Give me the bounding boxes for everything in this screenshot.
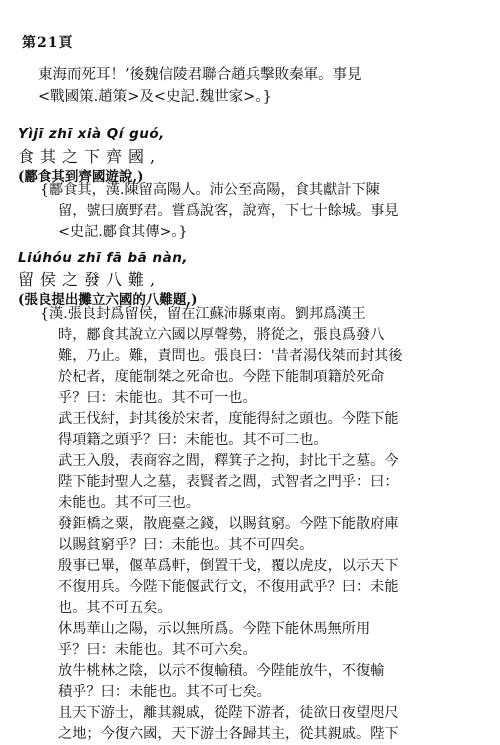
text-line: 乎？曰：未能也。其不可六矣。 xyxy=(58,642,257,658)
text-line: 武王伐紂，封其後於宋者，度能得紂之頭也。今陛下能 xyxy=(58,411,399,427)
text-line: {酈食其，漢.陳留高陽人。沛公至高陽，食其獻計下陳 xyxy=(40,182,380,198)
text-line: <史記.酈食其傳>。} xyxy=(58,224,188,240)
text-line: 積乎？曰：未能也。其不可七矣。 xyxy=(58,684,271,700)
text-line: 得項籍之頭乎？曰：未能也。其不可二也。 xyxy=(58,432,328,448)
text-line: 時，酈食其說立六國以厚聲勢，將從之，張良爲發八 xyxy=(58,327,385,343)
text-line: 且天下游士，離其親戚，從陛下游者，徒欲日夜望咫尺 xyxy=(58,705,399,721)
entry-headword: 留侯之發八難, xyxy=(18,270,162,289)
entry-explanation xyxy=(40,304,490,745)
page-number: 第21頁 xyxy=(22,35,74,51)
text-line: <戰國策.趙策>及<史記.魏世家>。} xyxy=(38,89,272,105)
text-line: 難，乃止。難，責問也。張良曰：'昔者湯伐桀而封其後 xyxy=(58,348,403,364)
entry-pinyin: Liúhóu zhī fā bā nàn, xyxy=(18,250,188,266)
entry-headword: 食其之下齊國, xyxy=(18,147,162,166)
text-line: 未能也。其不可三也。 xyxy=(58,495,200,511)
text-line: 也。其不可五矣。 xyxy=(58,600,172,616)
text-line: {漢.張良封爲留侯，留在江蘇沛縣東南。劉邦爲漢王 xyxy=(40,306,366,322)
entry-gloss: (張良提出攤立六國的八難題,) xyxy=(18,292,198,308)
text-line: 休馬華山之陽，示以無所爲。今陛下能休馬無所用 xyxy=(58,621,371,637)
text-line: 於杞者，度能制桀之死命也。今陛下能制項籍於死命 xyxy=(58,369,385,385)
entry-pinyin: Yìjī zhī xià Qí guó, xyxy=(18,126,165,142)
text-line: 以賜貧窮乎？曰：未能也。其不可四矣。 xyxy=(58,537,314,553)
entry-gloss: (酈食其到齊國遊說,) xyxy=(18,169,144,185)
text-line: 不復用兵。今陛下能偃武行文，不復用武乎？曰：未能 xyxy=(58,579,399,595)
text-line: 發鉅橋之粟，散鹿臺之錢，以賜貧窮。今陛下能散府庫 xyxy=(58,516,399,532)
entry-explanation xyxy=(40,180,490,243)
text-line: 東海而死耳！’後魏信陵君聯合趙兵擊敗秦軍。事見 xyxy=(38,67,362,83)
text-line: 放牛桃林之陰，以示不復輸積。今陛能放牛，不復輸 xyxy=(58,663,385,679)
text-line: 乎？曰：未能也。其不可一也。 xyxy=(58,390,257,406)
text-line: 武王入殷，表商容之閭，釋箕子之拘，封比干之墓。今 xyxy=(58,453,399,469)
text-line: 陛下能封聖人之墓，表賢者之閭，式智者之門乎：曰： xyxy=(58,474,399,490)
text-line: 殷事已畢，偃革爲軒，倒置干戈，覆以虎皮，以示天下 xyxy=(58,558,399,574)
text-line: 留，號曰廣野君。嘗爲說客，說齊，下七十餘城。事見 xyxy=(58,203,399,219)
text-line: 之地；今復六國，天下游士各歸其主，從其親戚。陛下 xyxy=(58,726,399,742)
